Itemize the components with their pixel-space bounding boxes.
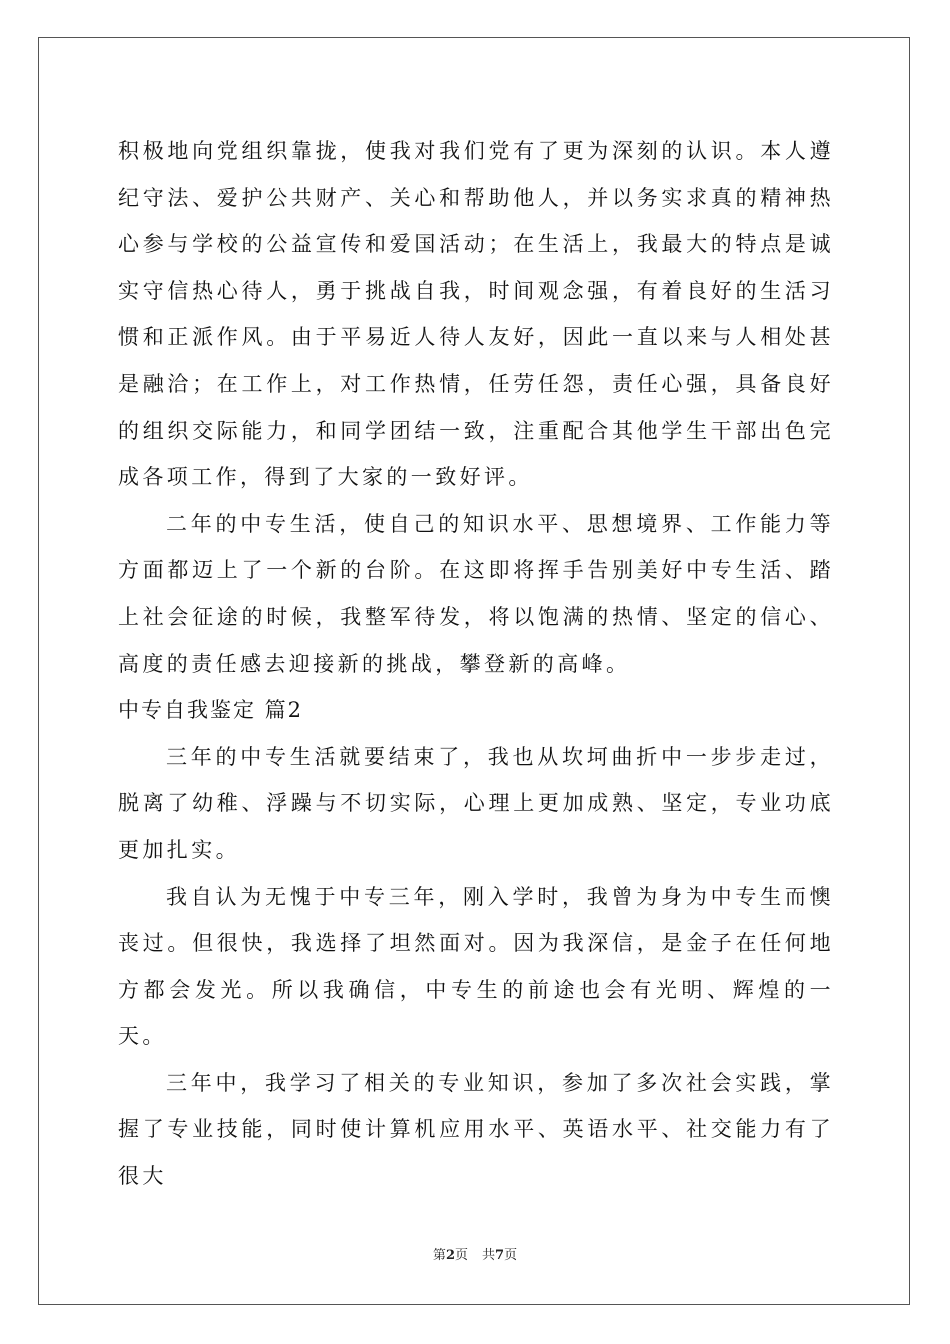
footer-page-suffix: 页 <box>454 1248 468 1263</box>
section-heading: 中专自我鉴定 篇2 <box>118 698 304 723</box>
footer-total-prefix: 共 <box>482 1248 496 1263</box>
footer-total-suffix: 页 <box>504 1248 518 1263</box>
paragraph-3: 三年的中专生活就要结束了，我也从坎坷曲折中一步步走过，脱离了幼稚、浮躁与不切实际，心理上更加成熟、坚定，专业功底更加扎实。 <box>118 744 834 862</box>
footer-page-prefix: 第 <box>432 1248 446 1263</box>
document-body <box>118 128 834 1200</box>
page-footer <box>0 1244 950 1263</box>
paragraph-2: 二年的中专生活，使自己的知识水平、思想境界、工作能力等方面都迈上了一个新的台阶。在这即将挥手告别美好中专生活、踏上社会征途的时候，我整军待发，将以饱满的热情、坚定的信心、高度的责任感去迎接新的挑战，攀登新的高峰。 <box>118 511 834 676</box>
paragraph-1: 积极地向党组织靠拢，使我对我们党有了更为深刻的认识。本人遵纪守法、爱护公共财产、关心和帮助他人，并以务实求真的精神热心参与学校的公益宣传和爱国活动；在生活上，我最大的特点是诚实守信热心待人，勇于挑战自我，时间观念强，有着良好的生活习惯和正派作风。由于平易近人待人友好，因此一直以来与人相处甚是融洽；在工作上，对工作热情，任劳任怨，责任心强，具备良好的组织交际能力，和同学团结一致，注重配合其他学生干部出色完成各项工作，得到了大家的一致好评。 <box>118 139 834 490</box>
paragraph-4: 我自认为无愧于中专三年，刚入学时，我曾为身为中专生而懊丧过。但很快，我选择了坦然面对。因为我深信，是金子在任何地方都会发光。所以我确信，中专生的前途也会有光明、辉煌的一天。 <box>118 884 834 1049</box>
paragraph-5: 三年中，我学习了相关的专业知识，参加了多次社会实践，掌握了专业技能，同时使计算机应用水平、英语水平、社交能力有了很大 <box>118 1070 834 1189</box>
footer-page-number: 2 <box>445 1248 455 1263</box>
footer-total-number: 7 <box>495 1248 505 1263</box>
